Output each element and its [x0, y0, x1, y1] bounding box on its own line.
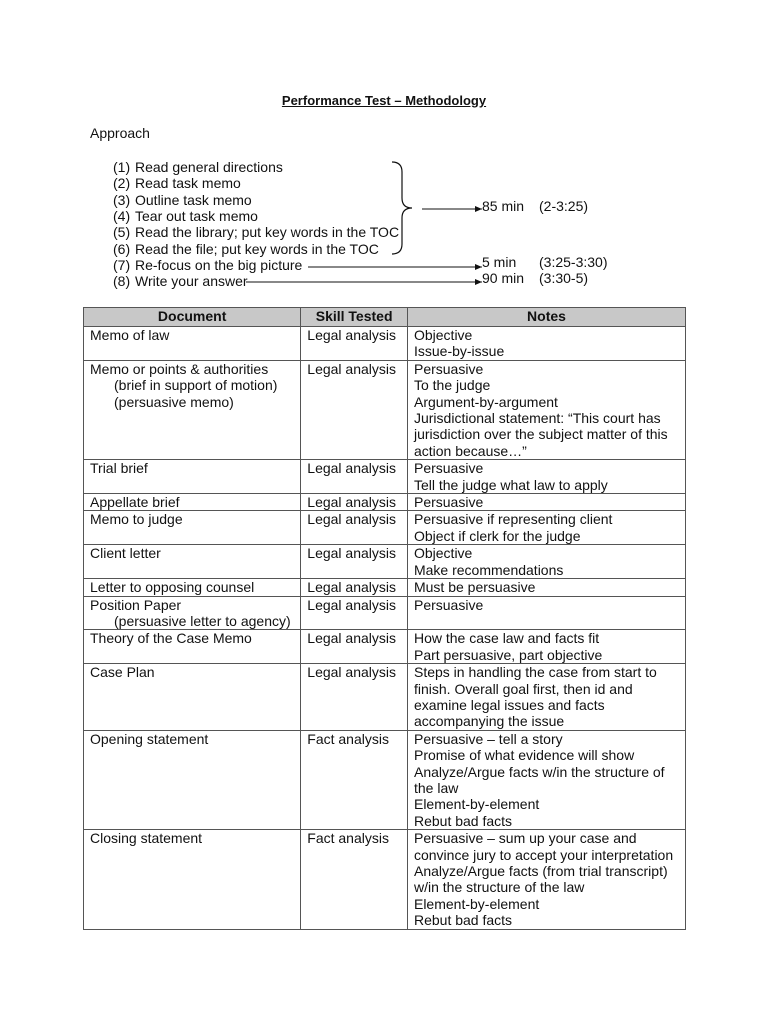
document-line: Opening statement	[90, 730, 209, 747]
timing-range: (3:25-3:30)	[539, 254, 608, 270]
table-row	[84, 630, 686, 664]
note-line: Argument-by-argument	[413, 393, 558, 410]
table-row	[84, 460, 686, 494]
step-text: Write your answer	[135, 273, 248, 290]
step-text: Outline task memo	[135, 191, 252, 208]
header-skill-tested: Skill Tested	[301, 308, 408, 327]
step-number: (2)	[113, 175, 131, 192]
page-title: Performance Test – Methodology	[281, 93, 487, 108]
cell-skill-tested: Fact analysis	[301, 830, 408, 929]
step-text: Read the file; put key words in the TOC	[135, 240, 379, 257]
cell-skill-tested: Legal analysis	[301, 579, 408, 596]
note-line: Persuasive – tell a story	[413, 730, 563, 747]
note-line: How the case law and facts fit	[413, 630, 600, 647]
note-line: Objective	[413, 545, 473, 562]
document-line: Memo or points & authorities	[90, 360, 269, 377]
cell-skill-tested: Legal analysis	[301, 511, 408, 545]
cell-document	[84, 730, 301, 829]
note-line: Tell the judge what law to apply	[413, 476, 608, 493]
table-body	[84, 327, 686, 930]
note-line: Object if clerk for the judge	[413, 527, 581, 544]
cell-document	[84, 494, 301, 511]
header-document: Document	[84, 308, 301, 327]
note-line: To the judge	[413, 377, 491, 394]
note-line: Element-by-element	[413, 796, 540, 813]
cell-notes	[407, 545, 685, 579]
approach-heading: Approach	[90, 125, 150, 141]
cell-notes	[407, 511, 685, 545]
timing-duration: 5 min	[482, 254, 517, 270]
document-line: (persuasive letter to agency)	[114, 612, 291, 629]
note-line: Part persuasive, part objective	[413, 646, 603, 663]
cell-notes	[407, 494, 685, 511]
cell-skill-tested: Legal analysis	[301, 494, 408, 511]
step-number: (1)	[113, 159, 131, 175]
step-number: (3)	[113, 191, 131, 208]
note-line: Issue-by-issue	[413, 343, 505, 360]
step-text: Read general directions	[135, 159, 283, 175]
note-line: Persuasive	[413, 494, 484, 511]
document-line: Memo to judge	[90, 511, 183, 528]
cell-notes	[407, 360, 685, 459]
cell-document	[84, 545, 301, 579]
cell-notes	[407, 596, 685, 630]
note-line: Make recommendations	[413, 561, 564, 578]
step-number: (7)	[113, 256, 131, 273]
note-line: Must be persuasive	[413, 579, 536, 596]
step-number: (8)	[113, 273, 131, 290]
note-line: Persuasive	[413, 460, 484, 477]
timing-range: (2-3:25)	[539, 198, 589, 214]
document-line: Memo of law	[90, 327, 170, 343]
cell-skill-tested: Legal analysis	[301, 630, 408, 664]
step-number: (6)	[113, 240, 131, 257]
document-line: Trial brief	[90, 460, 148, 477]
curly-brace	[392, 162, 412, 254]
note-line: Steps in handling the case from start to finish. Overall goal first, then id and examine legal issues and facts accompanying the issue	[413, 664, 657, 730]
document-line: Appellate brief	[90, 494, 180, 511]
note-line: Persuasive – sum up your case and convince jury to accept your interpretation	[413, 830, 674, 863]
table-row	[84, 596, 686, 630]
table-row	[84, 327, 686, 361]
cell-document	[84, 360, 301, 459]
cell-document	[84, 630, 301, 664]
step-number: (4)	[113, 207, 131, 224]
document-line: Closing statement	[90, 830, 203, 847]
methodology-table	[83, 307, 686, 930]
cell-notes	[407, 460, 685, 494]
cell-notes	[407, 327, 685, 361]
note-line: Persuasive if representing client	[413, 511, 613, 528]
document-line: Position Paper	[90, 596, 182, 613]
cell-document	[84, 579, 301, 596]
document-line: Case Plan	[90, 664, 155, 681]
note-line: Persuasive	[413, 596, 484, 613]
table-header-row	[84, 308, 686, 327]
document-line: Client letter	[90, 545, 161, 562]
cell-skill-tested: Legal analysis	[301, 664, 408, 731]
table-row	[84, 664, 686, 731]
document-line: Theory of the Case Memo	[90, 630, 252, 647]
step-text: Read task memo	[135, 175, 241, 192]
cell-notes	[407, 579, 685, 596]
cell-skill-tested: Legal analysis	[301, 327, 408, 361]
timing-duration: 85 min	[482, 198, 525, 214]
cell-notes	[407, 630, 685, 664]
note-line: Persuasive	[413, 360, 484, 377]
table-row	[84, 511, 686, 545]
document-line: Letter to opposing counsel	[90, 579, 255, 596]
document-line: (brief in support of motion)	[114, 377, 278, 394]
timing-duration: 90 min	[482, 270, 525, 286]
note-line: Jurisdictional statement: “This court has jurisdiction over the subject matter of this action because…”	[413, 410, 668, 459]
step-number: (5)	[113, 224, 131, 241]
cell-document	[84, 596, 301, 630]
cell-document	[84, 511, 301, 545]
note-line: Analyze/Argue facts (from trial transcript) w/in the structure of the law	[413, 863, 668, 896]
table-row	[84, 360, 686, 459]
note-line: Element-by-element	[413, 895, 540, 912]
table-row	[84, 830, 686, 929]
step-text: Re-focus on the big picture	[135, 256, 303, 273]
step-text: Tear out task memo	[135, 207, 258, 224]
note-line: Analyze/Argue facts w/in the structure of the law	[413, 763, 665, 796]
step-text: Read the library; put key words in the TOC	[135, 224, 400, 241]
timing-arrows	[0, 0, 768, 300]
cell-skill-tested: Legal analysis	[301, 360, 408, 459]
cell-document	[84, 460, 301, 494]
cell-notes	[407, 664, 685, 731]
document-line: (persuasive memo)	[114, 393, 234, 410]
note-line: Rebut bad facts	[413, 812, 513, 829]
cell-document	[84, 664, 301, 731]
header-notes: Notes	[407, 308, 685, 327]
cell-document	[84, 327, 301, 361]
table-row	[84, 730, 686, 829]
cell-skill-tested: Legal analysis	[301, 545, 408, 579]
note-line: Rebut bad facts	[413, 912, 513, 929]
table-row	[84, 494, 686, 511]
table-row	[84, 545, 686, 579]
table-row	[84, 579, 686, 596]
cell-skill-tested: Legal analysis	[301, 596, 408, 630]
note-line: Promise of what evidence will show	[413, 747, 635, 764]
cell-skill-tested: Fact analysis	[301, 730, 408, 829]
note-line: Objective	[413, 327, 473, 343]
timing-range: (3:30-5)	[539, 270, 589, 286]
cell-notes	[407, 830, 685, 929]
cell-document	[84, 830, 301, 929]
cell-skill-tested: Legal analysis	[301, 460, 408, 494]
cell-notes	[407, 730, 685, 829]
